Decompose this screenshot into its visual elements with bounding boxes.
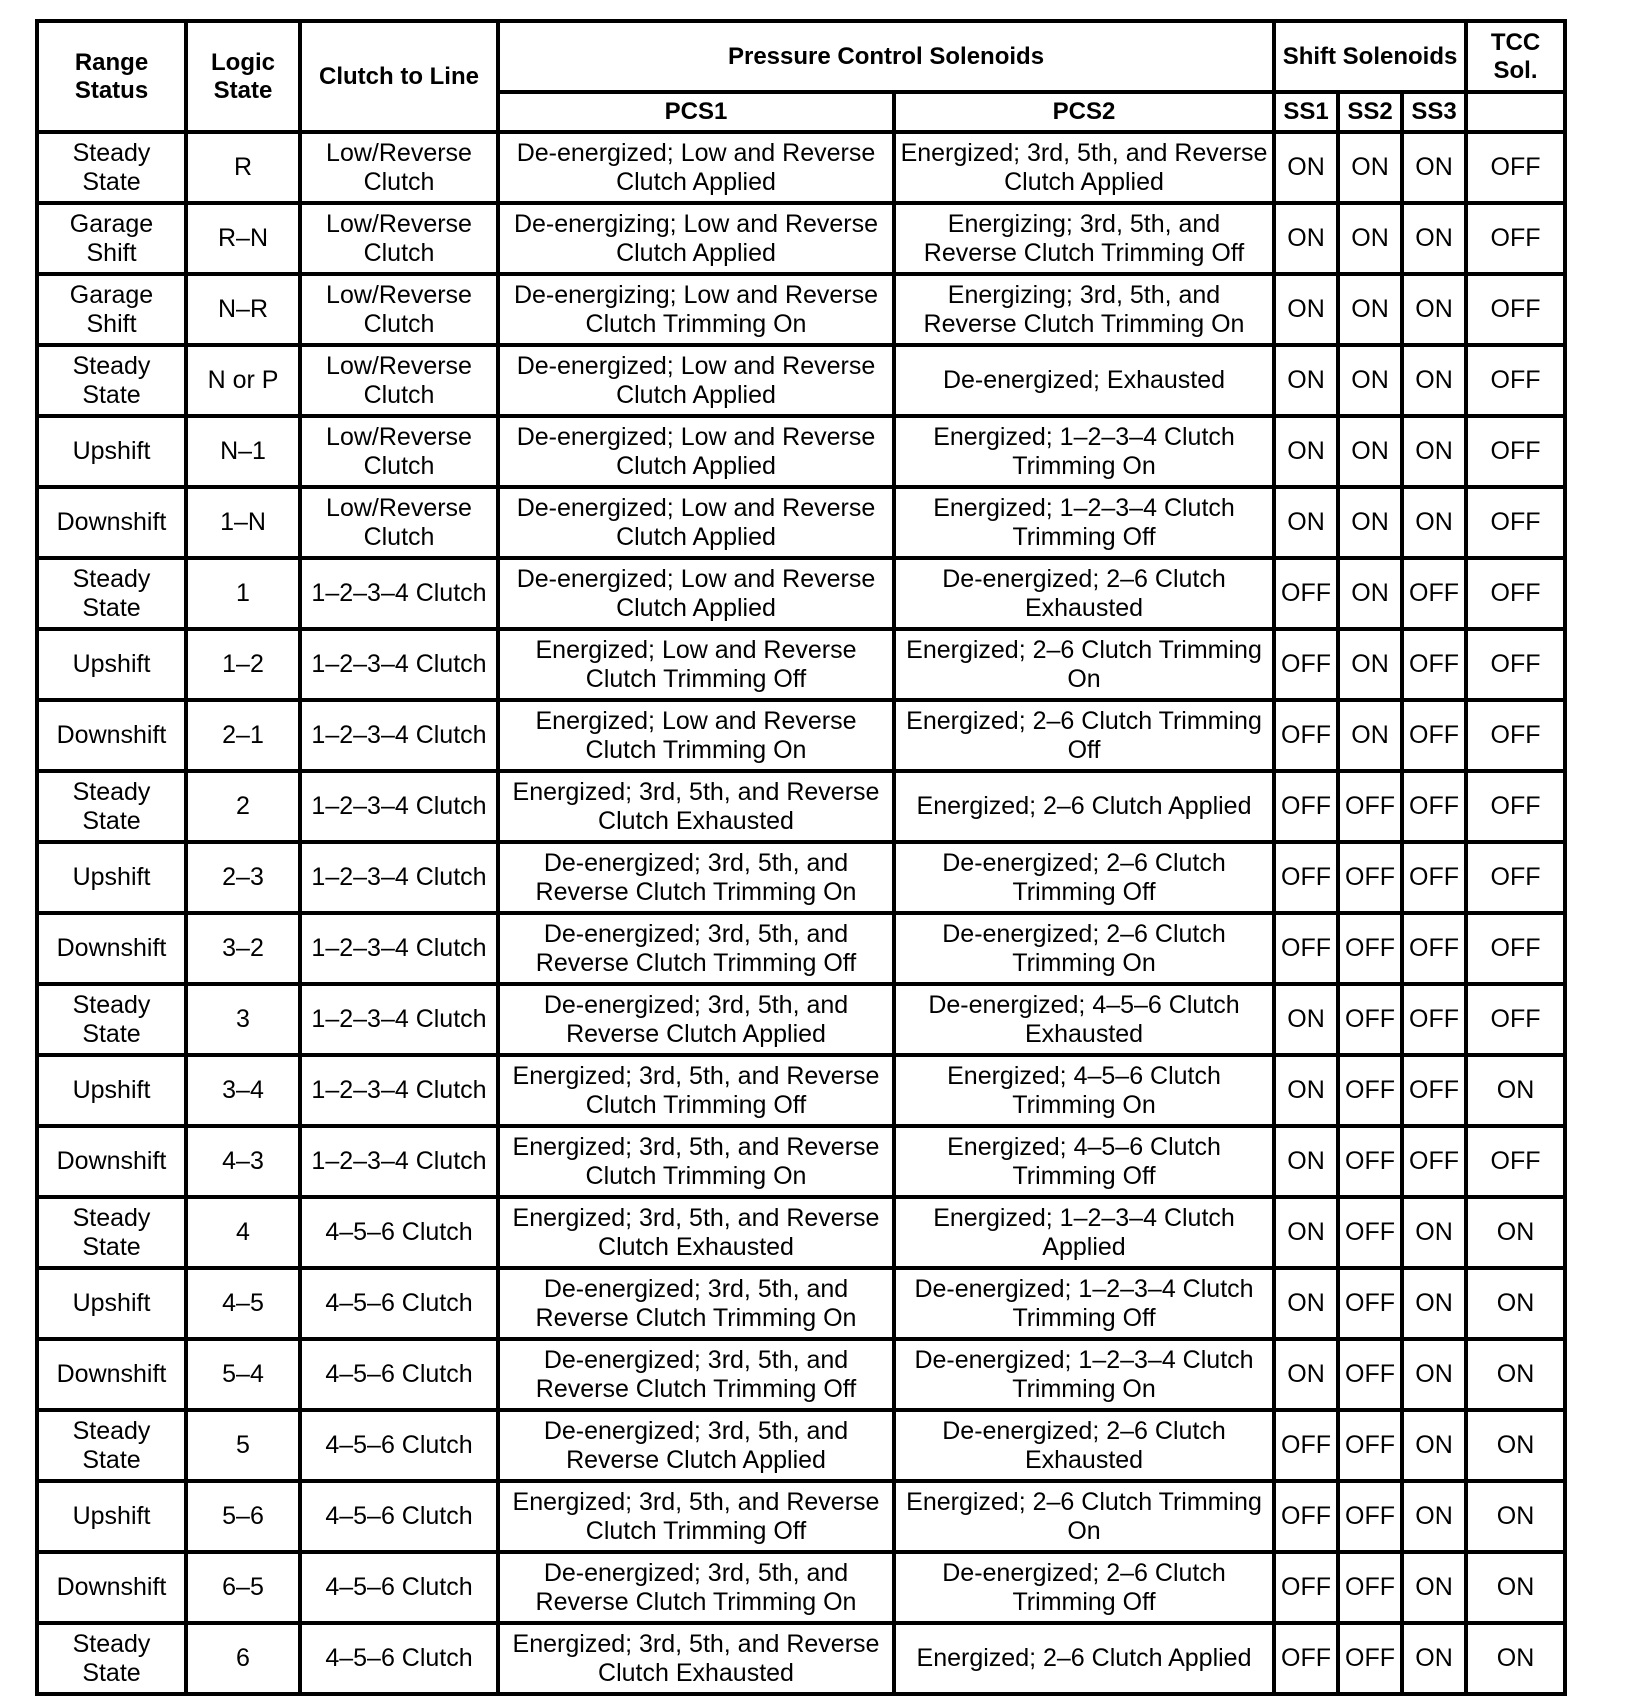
cell-pcs1: De-energized; 3rd, 5th, and Reverse Clutch Trimming On — [498, 1552, 894, 1623]
table-row — [37, 274, 1565, 345]
cell-clutch-to-line: 4–5–6 Clutch — [300, 1410, 498, 1481]
header-tcc-blank — [1466, 92, 1565, 132]
cell-pcs1: Energized; 3rd, 5th, and Reverse Clutch Trimming Off — [498, 1055, 894, 1126]
cell-ss3: ON — [1402, 1197, 1466, 1268]
cell-pcs2: Energized; 3rd, 5th, and Reverse Clutch Applied — [894, 132, 1274, 203]
cell-pcs1: De-energized; 3rd, 5th, and Reverse Clutch Trimming On — [498, 1268, 894, 1339]
cell-clutch-to-line: Low/Reverse Clutch — [300, 274, 498, 345]
cell-ss2: ON — [1338, 416, 1402, 487]
cell-clutch-to-line: 4–5–6 Clutch — [300, 1339, 498, 1410]
cell-range-status: Downshift — [37, 1126, 186, 1197]
cell-ss2: OFF — [1338, 842, 1402, 913]
cell-logic-state: 2 — [186, 771, 300, 842]
cell-tcc: OFF — [1466, 203, 1565, 274]
cell-clutch-to-line: 1–2–3–4 Clutch — [300, 700, 498, 771]
cell-tcc: ON — [1466, 1197, 1565, 1268]
cell-ss2: ON — [1338, 203, 1402, 274]
cell-pcs2: De-energized; 2–6 Clutch Exhausted — [894, 558, 1274, 629]
cell-pcs1: De-energized; Low and Reverse Clutch Applied — [498, 416, 894, 487]
cell-ss2: OFF — [1338, 984, 1402, 1055]
cell-clutch-to-line: Low/Reverse Clutch — [300, 487, 498, 558]
cell-logic-state: 4–3 — [186, 1126, 300, 1197]
table-row — [37, 700, 1565, 771]
cell-pcs1: De-energized; 3rd, 5th, and Reverse Clutch Trimming On — [498, 842, 894, 913]
table-row — [37, 1410, 1565, 1481]
cell-clutch-to-line: Low/Reverse Clutch — [300, 416, 498, 487]
table-row — [37, 1268, 1565, 1339]
cell-tcc: OFF — [1466, 771, 1565, 842]
cell-range-status: Steady State — [37, 345, 186, 416]
table-row — [37, 629, 1565, 700]
cell-range-status: Garage Shift — [37, 274, 186, 345]
cell-ss3: ON — [1402, 203, 1466, 274]
cell-logic-state: R–N — [186, 203, 300, 274]
cell-ss1: OFF — [1274, 1552, 1338, 1623]
cell-range-status: Steady State — [37, 771, 186, 842]
table-row — [37, 842, 1565, 913]
cell-ss1: ON — [1274, 984, 1338, 1055]
cell-clutch-to-line: Low/Reverse Clutch — [300, 345, 498, 416]
cell-tcc: OFF — [1466, 132, 1565, 203]
cell-ss2: OFF — [1338, 1481, 1402, 1552]
solenoid-state-table — [35, 19, 1567, 1696]
cell-tcc: ON — [1466, 1339, 1565, 1410]
cell-pcs2: De-energized; 2–6 Clutch Exhausted — [894, 1410, 1274, 1481]
cell-ss2: OFF — [1338, 1126, 1402, 1197]
cell-pcs1: Energized; 3rd, 5th, and Reverse Clutch Exhausted — [498, 1197, 894, 1268]
cell-ss3: OFF — [1402, 913, 1466, 984]
header-pcs2: PCS2 — [894, 92, 1274, 132]
cell-ss3: OFF — [1402, 700, 1466, 771]
cell-clutch-to-line: 4–5–6 Clutch — [300, 1197, 498, 1268]
cell-ss2: OFF — [1338, 771, 1402, 842]
table-row — [37, 1055, 1565, 1126]
cell-ss3: ON — [1402, 1339, 1466, 1410]
table-row — [37, 345, 1565, 416]
cell-ss1: ON — [1274, 1126, 1338, 1197]
cell-ss3: OFF — [1402, 629, 1466, 700]
cell-logic-state: 5 — [186, 1410, 300, 1481]
cell-pcs1: Energized; Low and Reverse Clutch Trimming Off — [498, 629, 894, 700]
cell-ss1: OFF — [1274, 1410, 1338, 1481]
cell-pcs2: Energizing; 3rd, 5th, and Reverse Clutch Trimming On — [894, 274, 1274, 345]
cell-clutch-to-line: Low/Reverse Clutch — [300, 132, 498, 203]
cell-logic-state: R — [186, 132, 300, 203]
cell-pcs2: Energized; 2–6 Clutch Trimming On — [894, 629, 1274, 700]
cell-ss1: ON — [1274, 487, 1338, 558]
cell-pcs2: Energized; 2–6 Clutch Applied — [894, 771, 1274, 842]
cell-pcs2: De-energized; 1–2–3–4 Clutch Trimming On — [894, 1339, 1274, 1410]
cell-pcs2: Energized; 1–2–3–4 Clutch Applied — [894, 1197, 1274, 1268]
cell-pcs1: Energized; 3rd, 5th, and Reverse Clutch Trimming On — [498, 1126, 894, 1197]
header-shift-solenoids: Shift Solenoids — [1274, 21, 1466, 92]
cell-logic-state: 4 — [186, 1197, 300, 1268]
cell-tcc: OFF — [1466, 416, 1565, 487]
cell-ss2: OFF — [1338, 1410, 1402, 1481]
cell-tcc: OFF — [1466, 345, 1565, 416]
cell-tcc: ON — [1466, 1623, 1565, 1694]
cell-range-status: Upshift — [37, 416, 186, 487]
cell-pcs1: De-energizing; Low and Reverse Clutch Trimming On — [498, 274, 894, 345]
header-ss2: SS2 — [1338, 92, 1402, 132]
cell-ss3: ON — [1402, 416, 1466, 487]
cell-range-status: Steady State — [37, 984, 186, 1055]
cell-ss3: OFF — [1402, 842, 1466, 913]
cell-ss2: OFF — [1338, 1268, 1402, 1339]
cell-range-status: Downshift — [37, 487, 186, 558]
cell-ss3: ON — [1402, 1268, 1466, 1339]
cell-pcs1: De-energized; Low and Reverse Clutch Applied — [498, 487, 894, 558]
table-row — [37, 1623, 1565, 1694]
cell-clutch-to-line: 1–2–3–4 Clutch — [300, 558, 498, 629]
cell-range-status: Downshift — [37, 700, 186, 771]
cell-ss1: ON — [1274, 132, 1338, 203]
cell-tcc: OFF — [1466, 1126, 1565, 1197]
cell-tcc: OFF — [1466, 274, 1565, 345]
cell-pcs1: Energized; Low and Reverse Clutch Trimming On — [498, 700, 894, 771]
cell-ss2: ON — [1338, 629, 1402, 700]
header-pcs1: PCS1 — [498, 92, 894, 132]
cell-ss3: OFF — [1402, 771, 1466, 842]
cell-range-status: Upshift — [37, 1268, 186, 1339]
cell-ss1: OFF — [1274, 771, 1338, 842]
cell-ss2: ON — [1338, 487, 1402, 558]
table-row — [37, 1126, 1565, 1197]
cell-range-status: Downshift — [37, 1339, 186, 1410]
cell-pcs1: De-energizing; Low and Reverse Clutch Applied — [498, 203, 894, 274]
cell-pcs2: Energized; 2–6 Clutch Trimming On — [894, 1481, 1274, 1552]
cell-ss2: OFF — [1338, 1623, 1402, 1694]
cell-ss3: ON — [1402, 274, 1466, 345]
cell-logic-state: 2–1 — [186, 700, 300, 771]
table-row — [37, 913, 1565, 984]
cell-clutch-to-line: 1–2–3–4 Clutch — [300, 1126, 498, 1197]
cell-clutch-to-line: 1–2–3–4 Clutch — [300, 984, 498, 1055]
cell-clutch-to-line: 1–2–3–4 Clutch — [300, 913, 498, 984]
cell-ss3: OFF — [1402, 558, 1466, 629]
cell-pcs2: De-energized; 2–6 Clutch Trimming Off — [894, 1552, 1274, 1623]
header-row-top — [37, 21, 1565, 92]
cell-ss2: OFF — [1338, 1339, 1402, 1410]
cell-pcs1: Energized; 3rd, 5th, and Reverse Clutch Exhausted — [498, 1623, 894, 1694]
cell-pcs2: De-energized; 2–6 Clutch Trimming On — [894, 913, 1274, 984]
cell-logic-state: 2–3 — [186, 842, 300, 913]
cell-clutch-to-line: 4–5–6 Clutch — [300, 1481, 498, 1552]
table-body — [37, 132, 1565, 1694]
cell-ss1: ON — [1274, 1197, 1338, 1268]
cell-logic-state: 5–4 — [186, 1339, 300, 1410]
cell-ss3: ON — [1402, 487, 1466, 558]
cell-logic-state: 1–2 — [186, 629, 300, 700]
cell-clutch-to-line: 4–5–6 Clutch — [300, 1268, 498, 1339]
cell-ss1: ON — [1274, 1339, 1338, 1410]
cell-clutch-to-line: 1–2–3–4 Clutch — [300, 629, 498, 700]
cell-tcc: ON — [1466, 1481, 1565, 1552]
header-logic-state: Logic State — [186, 21, 300, 132]
cell-tcc: OFF — [1466, 700, 1565, 771]
cell-tcc: ON — [1466, 1552, 1565, 1623]
table-row — [37, 1552, 1565, 1623]
cell-ss3: OFF — [1402, 1055, 1466, 1126]
cell-tcc: ON — [1466, 1055, 1565, 1126]
cell-pcs2: Energized; 4–5–6 Clutch Trimming On — [894, 1055, 1274, 1126]
cell-logic-state: N–R — [186, 274, 300, 345]
cell-pcs2: De-energized; 1–2–3–4 Clutch Trimming Off — [894, 1268, 1274, 1339]
cell-clutch-to-line: 4–5–6 Clutch — [300, 1552, 498, 1623]
solenoid-state-table-container — [35, 19, 1563, 1696]
cell-range-status: Downshift — [37, 1552, 186, 1623]
table-row — [37, 132, 1565, 203]
cell-range-status: Upshift — [37, 842, 186, 913]
table-row — [37, 203, 1565, 274]
cell-range-status: Steady State — [37, 1623, 186, 1694]
cell-tcc: OFF — [1466, 984, 1565, 1055]
cell-pcs2: Energized; 4–5–6 Clutch Trimming Off — [894, 1126, 1274, 1197]
cell-pcs1: De-energized; 3rd, 5th, and Reverse Clutch Trimming Off — [498, 913, 894, 984]
header-tcc-sol: TCC Sol. — [1466, 21, 1565, 92]
table-row — [37, 1481, 1565, 1552]
header-ss1: SS1 — [1274, 92, 1338, 132]
header-ss3: SS3 — [1402, 92, 1466, 132]
cell-pcs2: Energized; 1–2–3–4 Clutch Trimming Off — [894, 487, 1274, 558]
cell-tcc: OFF — [1466, 629, 1565, 700]
header-range-status: Range Status — [37, 21, 186, 132]
cell-range-status: Steady State — [37, 1197, 186, 1268]
cell-pcs2: De-energized; 4–5–6 Clutch Exhausted — [894, 984, 1274, 1055]
cell-ss3: ON — [1402, 1623, 1466, 1694]
cell-ss1: OFF — [1274, 1623, 1338, 1694]
cell-pcs1: De-energized; 3rd, 5th, and Reverse Clutch Applied — [498, 1410, 894, 1481]
cell-ss1: ON — [1274, 416, 1338, 487]
cell-ss1: OFF — [1274, 1481, 1338, 1552]
cell-pcs2: De-energized; 2–6 Clutch Trimming Off — [894, 842, 1274, 913]
cell-logic-state: 6 — [186, 1623, 300, 1694]
cell-range-status: Upshift — [37, 1481, 186, 1552]
cell-ss1: ON — [1274, 1055, 1338, 1126]
table-row — [37, 984, 1565, 1055]
cell-ss3: ON — [1402, 1552, 1466, 1623]
cell-logic-state: 3–2 — [186, 913, 300, 984]
cell-tcc: ON — [1466, 1268, 1565, 1339]
cell-pcs2: Energized; 2–6 Clutch Trimming Off — [894, 700, 1274, 771]
cell-logic-state: 5–6 — [186, 1481, 300, 1552]
cell-clutch-to-line: 1–2–3–4 Clutch — [300, 842, 498, 913]
cell-ss2: ON — [1338, 700, 1402, 771]
table-row — [37, 558, 1565, 629]
cell-pcs2: Energized; 2–6 Clutch Applied — [894, 1623, 1274, 1694]
cell-ss1: ON — [1274, 274, 1338, 345]
cell-tcc: OFF — [1466, 913, 1565, 984]
cell-range-status: Steady State — [37, 558, 186, 629]
cell-logic-state: 6–5 — [186, 1552, 300, 1623]
cell-ss1: ON — [1274, 1268, 1338, 1339]
cell-ss1: ON — [1274, 345, 1338, 416]
cell-range-status: Steady State — [37, 1410, 186, 1481]
cell-ss2: ON — [1338, 345, 1402, 416]
cell-range-status: Garage Shift — [37, 203, 186, 274]
cell-range-status: Steady State — [37, 132, 186, 203]
cell-pcs1: De-energized; Low and Reverse Clutch Applied — [498, 132, 894, 203]
cell-clutch-to-line: 1–2–3–4 Clutch — [300, 1055, 498, 1126]
cell-pcs1: De-energized; 3rd, 5th, and Reverse Clutch Trimming Off — [498, 1339, 894, 1410]
cell-pcs1: De-energized; Low and Reverse Clutch Applied — [498, 345, 894, 416]
cell-range-status: Upshift — [37, 1055, 186, 1126]
cell-pcs2: De-energized; Exhausted — [894, 345, 1274, 416]
cell-logic-state: N or P — [186, 345, 300, 416]
cell-ss1: OFF — [1274, 700, 1338, 771]
cell-ss1: OFF — [1274, 842, 1338, 913]
cell-ss2: OFF — [1338, 1552, 1402, 1623]
cell-logic-state: 4–5 — [186, 1268, 300, 1339]
cell-pcs1: De-energized; 3rd, 5th, and Reverse Clutch Applied — [498, 984, 894, 1055]
cell-logic-state: 3–4 — [186, 1055, 300, 1126]
cell-ss2: ON — [1338, 132, 1402, 203]
cell-ss3: OFF — [1402, 984, 1466, 1055]
cell-clutch-to-line: 4–5–6 Clutch — [300, 1623, 498, 1694]
cell-ss2: ON — [1338, 274, 1402, 345]
cell-ss3: ON — [1402, 1481, 1466, 1552]
cell-range-status: Upshift — [37, 629, 186, 700]
header-pressure-control-solenoids: Pressure Control Solenoids — [498, 21, 1274, 92]
cell-clutch-to-line: 1–2–3–4 Clutch — [300, 771, 498, 842]
cell-tcc: ON — [1466, 1410, 1565, 1481]
table-row — [37, 1339, 1565, 1410]
cell-pcs1: Energized; 3rd, 5th, and Reverse Clutch Trimming Off — [498, 1481, 894, 1552]
header-clutch-to-line: Clutch to Line — [300, 21, 498, 132]
table-row — [37, 771, 1565, 842]
table-row — [37, 416, 1565, 487]
cell-ss1: OFF — [1274, 629, 1338, 700]
cell-range-status: Downshift — [37, 913, 186, 984]
cell-tcc: OFF — [1466, 842, 1565, 913]
cell-ss2: OFF — [1338, 1055, 1402, 1126]
table-row — [37, 487, 1565, 558]
cell-logic-state: 1–N — [186, 487, 300, 558]
cell-ss2: ON — [1338, 558, 1402, 629]
cell-logic-state: 3 — [186, 984, 300, 1055]
cell-ss3: ON — [1402, 1410, 1466, 1481]
cell-ss1: OFF — [1274, 913, 1338, 984]
cell-logic-state: N–1 — [186, 416, 300, 487]
cell-tcc: OFF — [1466, 487, 1565, 558]
cell-pcs1: De-energized; Low and Reverse Clutch Applied — [498, 558, 894, 629]
cell-ss3: ON — [1402, 345, 1466, 416]
cell-pcs2: Energized; 1–2–3–4 Clutch Trimming On — [894, 416, 1274, 487]
cell-ss1: ON — [1274, 203, 1338, 274]
cell-logic-state: 1 — [186, 558, 300, 629]
cell-pcs2: Energizing; 3rd, 5th, and Reverse Clutch Trimming Off — [894, 203, 1274, 274]
cell-ss2: OFF — [1338, 913, 1402, 984]
cell-clutch-to-line: Low/Reverse Clutch — [300, 203, 498, 274]
cell-ss1: OFF — [1274, 558, 1338, 629]
cell-ss3: ON — [1402, 132, 1466, 203]
cell-ss2: OFF — [1338, 1197, 1402, 1268]
cell-pcs1: Energized; 3rd, 5th, and Reverse Clutch Exhausted — [498, 771, 894, 842]
cell-ss3: OFF — [1402, 1126, 1466, 1197]
table-row — [37, 1197, 1565, 1268]
cell-tcc: OFF — [1466, 558, 1565, 629]
